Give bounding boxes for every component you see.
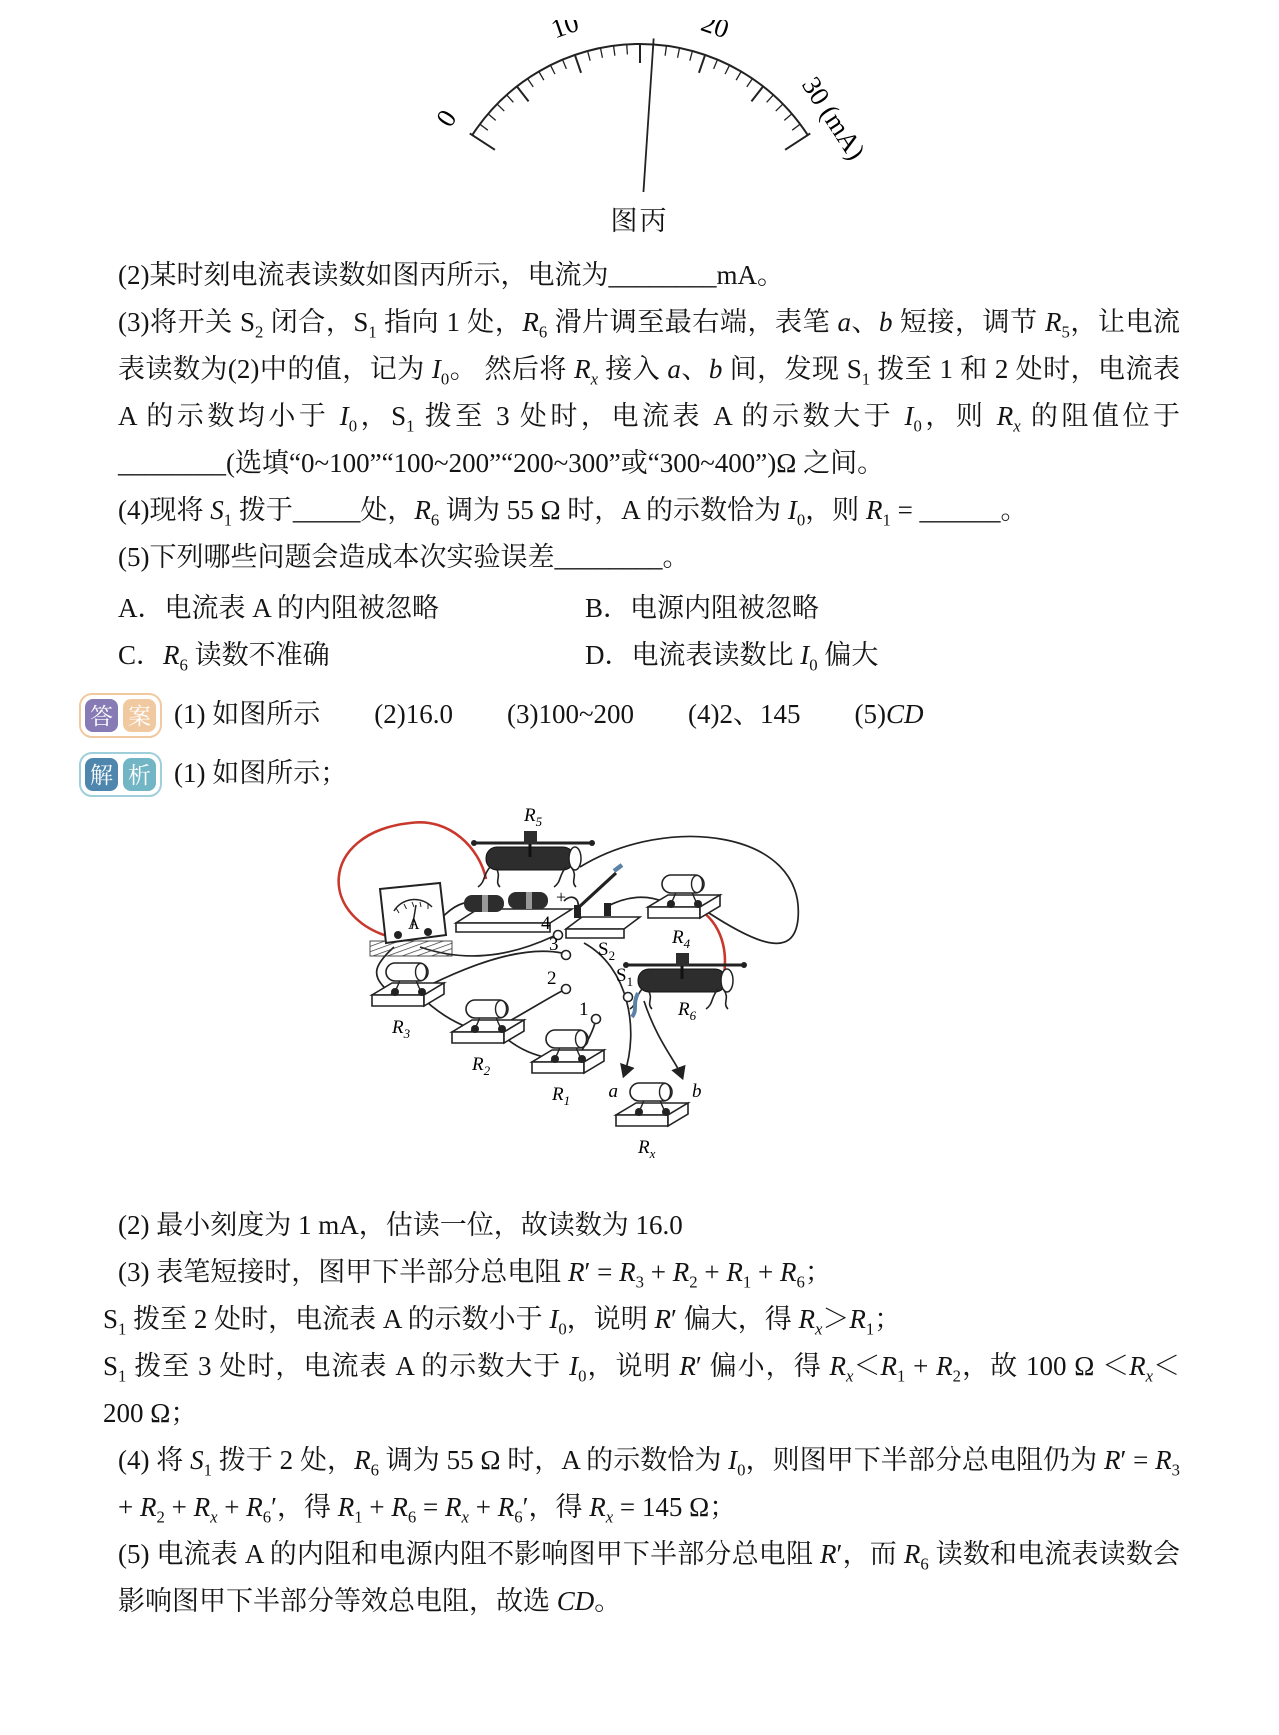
label-r5: $R_5$	[524, 807, 543, 829]
resistor-r2	[452, 1000, 524, 1043]
solution-line-4: $S_1$ 拨至 3 处时，电流表 A 的示数大于 $I_0$，说明 R′ 偏小，得 $R_x<R_1 + R_2$，故 100 $\Omega <R_x< 200$ Ω；	[103, 1351, 1181, 1428]
gauge-scale-label: 10	[546, 20, 582, 45]
option-b: B．电源内阻被忽略	[585, 593, 820, 623]
gauge-scale-label: 30 (mA)	[795, 71, 871, 166]
solution-block	[100, 1202, 1180, 1625]
gauge-tick	[746, 79, 752, 87]
gauge-scale-label: 0	[429, 104, 463, 133]
gauge-tick	[479, 124, 487, 130]
resistor-r4	[648, 875, 720, 918]
gauge-figure	[360, 20, 920, 238]
question-block	[100, 252, 1180, 679]
question-paragraph-3: (3)将开关 $S_2$ 闭合，$S_1$ 指向 1 处，$R_6$ 滑片调至最右端，表笔 a、b 短接，调节 $R_5$，让电流表读数为(2)中的值，记为 $I_0$。 然后将 $R_x$ 接入 a、b 间，发现 $S_1$ 拨至 1 和 2 处时，电流表 A 的示数均小于 $I_0$，$S_1$ 拨至 3 处时，电流表 A 的示数大于 $I_0$，则 $R_x$ 的阻值位于________(选填“0~100”“100~200”“200~300”或“300~400”)Ω 之间。	[118, 307, 1181, 478]
contact-1-label: 1	[579, 999, 589, 1020]
solution-line-3: $S_1$ 拨至 2 处时，电流表 A 的示数小于 $I_0$，说明 R′ 偏大，得 $R_x>R_1$；	[103, 1304, 902, 1339]
answer-badge-char-1: 答	[85, 699, 118, 732]
contact-2	[562, 985, 571, 994]
contact-4-label: 4	[541, 913, 551, 934]
gauge-tick	[550, 65, 554, 74]
solution-line-2: (3) 表笔短接时，图甲下半部分总电阻 $R' = R_3 + R_2 + R_1 + R_6$；	[118, 1257, 832, 1292]
gauge-tick	[751, 86, 763, 101]
gauge-tick	[792, 124, 800, 130]
contact-2-label: 2	[547, 968, 557, 989]
gauge-tick	[665, 46, 666, 56]
gauge-tick	[497, 104, 504, 111]
option-d: D．电流表读数比 $I_0$ 偏大	[585, 640, 879, 675]
answer-row	[79, 689, 1180, 738]
gauge-tick	[469, 133, 494, 149]
ammeter-base	[370, 941, 452, 956]
gauge-needle	[642, 38, 653, 192]
gauge-tick	[766, 95, 773, 102]
probe-a-label: a	[608, 1081, 618, 1102]
gauge-tick	[775, 104, 782, 111]
switch-lever	[578, 873, 616, 908]
label-s1: $S_1$	[616, 965, 634, 989]
gauge-tick	[538, 71, 543, 80]
analysis-intro: (1) 如图所示；	[174, 758, 348, 788]
analysis-badge	[79, 752, 162, 797]
question-paragraph-2: (2)某时刻电流表读数如图丙所示，电流为________mA。	[118, 260, 784, 290]
label-rx: $R_x$	[638, 1137, 656, 1161]
gauge-tick	[736, 71, 741, 80]
analysis-badge-char-1: 解	[85, 758, 118, 791]
s1-wiper-contact	[624, 993, 633, 1002]
label-r4: $R_4$	[672, 927, 691, 951]
gauge-tick	[784, 114, 792, 121]
solution-line-6: (5) 电流表 A 的内阻和电源内阻不影响图甲下半部分总电阻 R′，而 $R_6$ 读数和电流表读数会影响图甲下半部分等效总电阻，故选 CD。	[118, 1539, 1180, 1616]
gauge-scale-label: 20	[697, 20, 733, 45]
gauge-caption: 图丙	[610, 206, 669, 236]
ammeter-letter: A	[408, 916, 420, 933]
ammeter-gauge	[360, 20, 920, 192]
circuit-figure	[328, 807, 1180, 1188]
label-r3: $R_3$	[392, 1017, 411, 1041]
gauge-tick	[587, 51, 590, 61]
probe-b-label: b	[692, 1081, 702, 1102]
contact-1	[592, 1015, 601, 1024]
options-grid	[118, 585, 1180, 679]
gauge-tick	[574, 55, 580, 73]
gauge-tick	[613, 46, 614, 56]
ammeter	[370, 883, 452, 956]
question-paragraph-5: (5)下列哪些问题会造成本次实验误差________。	[118, 542, 690, 572]
option-c: C．$R_6$ 读数不准确	[118, 640, 330, 675]
question-paragraph-4: (4)现将 $S_1$ 拨于_____处，$R_6$ 调为 55 Ω 时，A 的示数恰为 $I_0$，则 $R_1$ = ______。	[118, 495, 1028, 530]
gauge-tick	[488, 114, 496, 121]
battery-plus-sign: +	[556, 887, 567, 907]
option-a: A．电流表 A 的内阻被忽略	[118, 593, 440, 623]
solution-line-1: (2) 最小刻度为 1 mA，估读一位，故读数为 16.0	[118, 1210, 683, 1240]
probe-wire-to-b	[644, 1001, 682, 1077]
gauge-tick	[600, 48, 602, 58]
resistor-r1	[532, 1030, 604, 1073]
resistor-rx	[616, 1083, 688, 1126]
gauge-tick	[689, 51, 692, 61]
gauge-tick	[713, 60, 717, 69]
label-s2: $S_2$	[598, 939, 616, 963]
answer-text: (1) 如图所示 (2)16.0 (3)100~200 (4)2、145 (5)CD	[174, 699, 924, 729]
battery	[456, 887, 572, 932]
gauge-tick	[506, 95, 513, 102]
gauge-tick	[785, 133, 810, 149]
label-r1: $R_1$	[552, 1084, 571, 1108]
analysis-badge-char-2: 析	[123, 758, 156, 791]
contact-3-label: 3	[549, 934, 559, 955]
label-r2: $R_2$	[472, 1054, 491, 1078]
gauge-tick	[527, 79, 533, 87]
solution-line-5: (4) 将 $S_1$ 拨于 2 处，$R_6$ 调为 55 Ω 时，A 的示数恰为 $I_0$，则图甲下半部分总电阻仍为 $R' = R_3 + R_2 + R_x + R_6'$，得 $R_1 + R_6 = R_x + R_6'$，得 $R_x = 145$ Ω；	[118, 1445, 1181, 1527]
gauge-tick	[516, 86, 528, 101]
analysis-row	[79, 748, 1180, 797]
label-r6: $R_6$	[678, 999, 697, 1023]
circuit-diagram	[328, 807, 848, 1173]
gauge-tick	[677, 48, 679, 58]
gauge-tick	[698, 55, 704, 73]
answer-badge	[79, 693, 162, 738]
gauge-tick	[626, 44, 627, 54]
rheostat-r5	[471, 831, 595, 887]
gauge-tick	[725, 65, 729, 74]
contact-3	[562, 951, 571, 960]
answer-badge-char-2: 案	[123, 699, 156, 732]
gauge-tick	[562, 60, 566, 69]
